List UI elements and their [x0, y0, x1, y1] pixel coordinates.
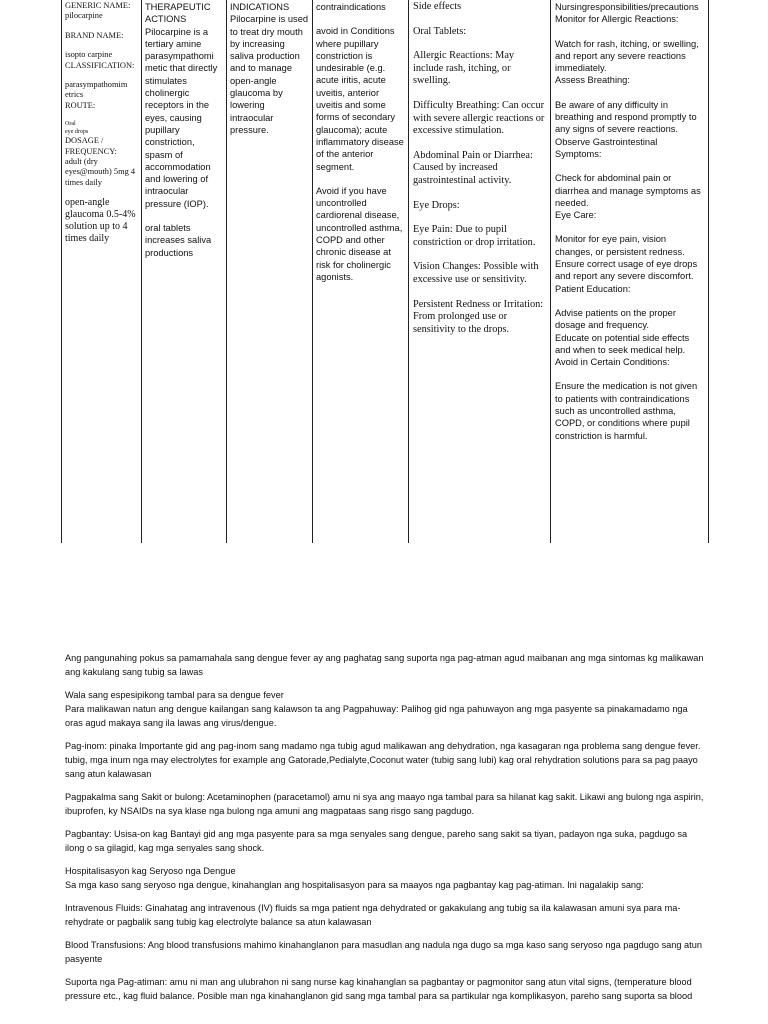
therapeutic-actions-text: Pilocarpine is a tertiary amine parasympathomi metic that directly stimulates cholinergic receptors in the eyes, causing pupillary constriction, spasm of accommodation and lowering of intraocular pressure (IOP).	[145, 26, 218, 209]
glaucoma-dose: open-angle glaucoma 0.5-4% solution up to 4 times daily	[65, 197, 136, 245]
generic-name-label: GENERIC NAME:	[65, 1, 131, 10]
nursing-subhead: Eye Care:	[555, 210, 597, 221]
paragraph: Blood Transfusions: Ang blood transfusions mahimo kinahanglanon para masudlan ang nadula nga dugo sa mga kaso sang seryoso nga pagdugo sang atun pasyente	[65, 940, 702, 964]
nursing-responsibilities-column	[551, 0, 708, 543]
side-effect-item: Allergic Reactions: May include rash, itching, or swelling.	[413, 50, 515, 87]
nursing-subhead: Assess Breathing:	[555, 75, 630, 86]
nursing-text: Be aware of any difficulty in breathing and respond promptly to any signs of severe reactions.	[555, 99, 697, 135]
paragraph-heading: Hospitalisasyon kag Seryoso nga Dengue	[65, 866, 236, 876]
route-value: Oral eye drops	[65, 121, 89, 136]
classification-value: parasympathomim etrics	[65, 80, 128, 100]
side-effect-item: Persistent Redness or Irritation: From prolonged use or sensitivity to the drops.	[413, 298, 544, 335]
contraindications-column	[313, 0, 409, 543]
classification-label: CLASSIFICATION:	[65, 60, 135, 70]
dosage-value: adult (dry eyes@mouth) 5mg 4 times daily	[65, 157, 136, 187]
indications-header: INDICATIONS	[230, 2, 290, 12]
paragraph: Pagbantay: Usisa-on kag Bantayi gid ang mga pasyente para sa mga senyales sang dengue, pareho sang sakit sa tiyan, padayon nga suka, pagdugo sa ilong o sa gilagid, kag mga senyales sang shock.	[65, 829, 688, 853]
paragraph: Pagpakalma sang Sakit or bulong: Acetaminophen (paracetamol) amu ni sya ang maayo nga tambal para sa hilanat kag sakit. Likawi ang bulong nga aspirin, ibuprofen, ky NSAIDs na sya klase nga bulong nga amuni ang magpataas sang risgo sang pagdugo.	[65, 792, 704, 816]
nursing-text: Monitor for eye pain, vision changes, or persistent redness. Ensure correct usage of eye drops and report any severe discomfort.	[555, 234, 698, 282]
therapeutic-actions-column	[142, 0, 227, 543]
paragraph: Pag-inom: pinaka Importante gid ang pag-inom sang madamo nga tubig agud malikawan ang dehydration, nga kasagaran nga problema sang dengue fever. tubig, mga inum nga may electrolytes for example ang Gatorade,Pedialyte,Coconut water (tubig sang lubi) kag oral rehydration solutions para sa pag paayo sang atun kalawasan	[65, 741, 701, 779]
therapeutic-actions-header: THERAPEUTIC ACTIONS	[145, 2, 211, 25]
side-effect-item: Eye Pain: Due to pupil constriction or drop irritation.	[413, 224, 536, 248]
drug-info-column	[62, 0, 142, 543]
generic-name-value: pilocarpine	[65, 11, 103, 21]
therapeutic-actions-text-2: oral tablets increases saliva productions	[145, 223, 212, 258]
nursing-text: Watch for rash, itching, or swelling, and report any severe reactions immediately.	[555, 38, 699, 74]
nursing-text: Advise patients on the proper dosage and frequency.	[555, 307, 676, 331]
nursing-subhead: Avoid in Certain Conditions:	[555, 357, 670, 368]
brand-name-value: isopto carpine	[65, 50, 113, 60]
drug-table	[61, 0, 709, 543]
contraindications-text-2: Avoid if you have uncontrolled cardiorenal disease, uncontrolled asthma, COPD and other chronic disease at risk for cholinergic agonists.	[316, 185, 403, 282]
indications-text: Pilocarpine is used to treat dry mouth by increasing saliva production and to manage open-angle glaucoma by lowering intraocular pressure.	[230, 14, 309, 135]
contraindications-header: contraindications	[316, 2, 386, 12]
route-label: ROUTE:	[65, 100, 96, 110]
nursing-subhead: Observe Gastrointestinal Symptoms:	[555, 136, 658, 159]
side-effect-item: Vision Changes: Possible with excessive use or sensitivity.	[413, 261, 539, 285]
brand-name-label: BRAND NAME:	[65, 30, 124, 40]
side-effects-header: Side effects	[413, 1, 462, 12]
nursing-text: Ensure the medication is not given to patients with contraindications such as uncontrolled asthma, COPD, or conditions where pupil constriction is harmful.	[555, 381, 698, 441]
nursing-text: Educate on potential side effects and when to seek medical help.	[555, 332, 690, 355]
side-effect-item: Eye Drops:	[413, 199, 460, 211]
indications-column	[227, 0, 313, 543]
paragraph-heading: Wala sang espesipikong tambal para sa dengue fever	[65, 690, 284, 700]
nursing-text: Check for abdominal pain or diarrhea and manage symptoms as needed.	[555, 173, 701, 208]
paragraph: Intravenous Fluids: Ginahatag ang intravenous (IV) fluids sa mga patient nga dehydrated or gakakulang ang tubig sa ila kalawasan amuni sya para ma-rehydrate or pagbalik sang tubig kag electrolyte balance sa atun kalawasan	[65, 903, 681, 927]
paragraph: Para malikawan natun ang dengue kailangan sang kalawson ta ang Pagpahuway: Palihog gid nga pahuwayon ang mga pasyente sa pinakamadamo nga oras agud makaya sang ila lawas ang virus/dengue.	[65, 704, 688, 728]
nursing-header: Nursingresponsibilities/precautions	[555, 2, 699, 12]
nursing-subhead: Monitor for Allergic Reactions:	[555, 14, 679, 25]
side-effects-column	[409, 0, 551, 543]
side-effect-item: Oral Tablets:	[413, 25, 467, 37]
paragraph: Suporta nga Pag-atiman: amu ni man ang ulubrahon ni sang nurse kag kinahanglan sa pagbantay or pagmonitor sang atun vital signs, (temperature blood pressure etc., kag fluid balance. Posible man nga kinahanglanon gid sang mga tambal para sa partikular nga komplikasyon, pareho sang suporta sa blood	[65, 977, 693, 1001]
dengue-section	[65, 651, 705, 1012]
paragraph: Sa mga kaso sang seryoso nga dengue, kinahanglan ang hospitalisasyon para sa maayos nga pagbantay kag pag-atiman. Ini nagalakip sang:	[65, 880, 644, 890]
contraindications-text: avoid in Conditions where pupillary constriction is undesirable (e.g. acute iritis, acute uveitis, anterior uveitis and some forms of secondary glaucoma); acute inflammatory disease of the anterior segment.	[316, 26, 404, 172]
side-effect-item: Difficulty Breathing: Can occur with severe allergic reactions or excessive stimulation.	[413, 99, 545, 137]
nursing-subhead: Patient Education:	[555, 283, 631, 294]
paragraph: Ang pangunahing pokus sa pamamahala sang dengue fever ay ang paghatag sang suporta nga pag-atman agud maibanan ang mga sintomas kg malikawan ang kakulang sang tubig sa lawas	[65, 653, 704, 677]
side-effect-item: Abdominal Pain or Diarrhea: Caused by increased gastrointestinal activity.	[413, 149, 533, 186]
dosage-label: DOSAGE / FREQUENCY:	[65, 136, 117, 156]
